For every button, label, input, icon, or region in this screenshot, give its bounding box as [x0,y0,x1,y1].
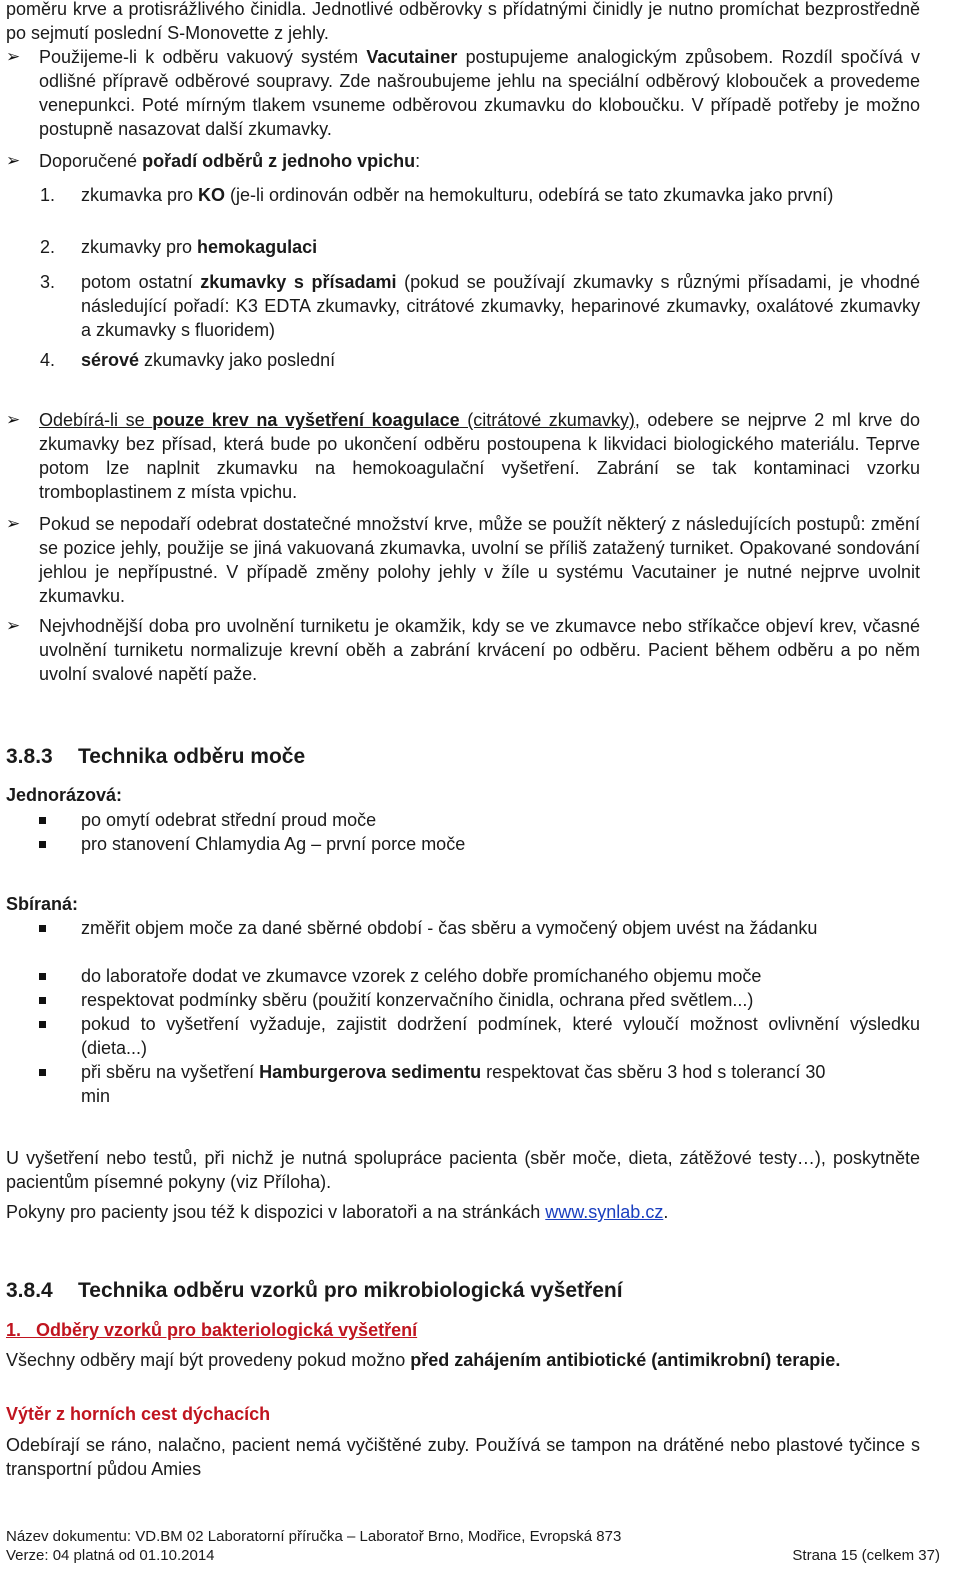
order-item-4: 4. sérové zkumavky jako poslední [40,350,336,370]
bullet-coagulation: ➢ Odebírá-li se pouze krev na vyšetření koagulace (citrátové zkumavky), odebere se nejprve 2 ml krve do zkumavky bez přísad, která bude po ukončení odběru postoupena k likvidaci biologického materiálu. Teprve potom lze naplnit zkumavku na hemokoagulační vyšetření. Zabrání se tak kontaminaci vzorku tromboplastinem z místa vpichu. [6,410,920,502]
square-bullet-icon [39,841,46,848]
order-item-3: 3. potom ostatní zkumavky s přísadami (pokud se používají zkumavky s různými přísadami, je vhodné následující pořadí: K3 EDTA zkumavky, citrátové zkumavky, heparinové zkumavky, oxalátové zkumavky a zkumavky s fluoridem) [40,272,920,340]
order-item-2: 2. zkumavky pro hemokagulaci [40,237,318,257]
order-item-1: 1. zkumavka pro KO (je-li ordinován odběr na hemokulturu, odebírá se tato zkumavka jako první) [40,185,834,205]
label-single: Jednorázová: [6,785,123,805]
paragraph-cooperation: U vyšetření nebo testů, při nichž je nutná spolupráce pacienta (sběr moče, dieta, zátěžové testy…), poskytněte pacientům písemné pokyny (viz Příloha). [6,1148,920,1192]
subheading-bacteriology: 1. Odběry vzorků pro bakteriologická vyšetření [6,1320,418,1340]
collected-item-1: změřit objem moče za dané sběrné období - čas sběru a vymočený objem uvést na žádanku [6,916,920,940]
collected-item-5: při sběru na vyšetření Hamburgerova sedimentu respektovat čas sběru 3 hod s tolerancí 30 min [6,1060,841,1108]
synlab-link[interactable]: www.synlab.cz [545,1202,664,1222]
footer-version-line [6,1546,946,1565]
collected-item-4: pokud to vyšetření vyžaduje, zajistit dodržení podmínek, které vyloučí možnost ovlivnění výsledku (dieta...) [6,1012,920,1060]
footer-page-number: Strana 15 (celkem 37) [792,1547,940,1564]
chevron-icon: ➢ [6,616,21,635]
square-bullet-icon [39,925,46,932]
square-bullet-icon [39,1069,46,1076]
paragraph-respiratory: Odebírají se ráno, nalačno, pacient nemá vyčištěné zuby. Používá se tampon na drátěné nebo plastové tyčince s transportní půdou Amies [6,1435,920,1479]
bullet-vacutainer [6,45,920,141]
paragraph-info: Pokyny pro pacienty jsou též k dispozici v laboratoři a na stránkách www.synlab.cz. [6,1202,669,1222]
square-bullet-icon [39,997,46,1004]
chevron-icon: ➢ [6,514,21,533]
single-item-2: pro stanovení Chlamydia Ag – první porce moče [6,832,920,856]
footer-document-name: Název dokumentu: VD.BM 02 Laboratorní příručka – Laboratoř Brno, Modřice, Evropská 873 [6,1528,622,1545]
paragraph-antibiotic: Všechny odběry mají být provedeny pokud možno před zahájením antibiotické (antimikrobní) terapie. [6,1350,841,1370]
heading-micro: 3.8.4 Technika odběru vzorků pro mikrobiologická vyšetření [6,1279,623,1302]
square-bullet-icon [39,973,46,980]
square-bullet-icon [39,1021,46,1028]
chevron-icon: ➢ [6,151,21,170]
chevron-icon: ➢ [6,410,21,429]
footer-version: Verze: 04 platná od 01.10.2014 [6,1547,215,1564]
heading-urine: 3.8.3 Technika odběru moče [6,745,306,768]
collected-item-2: do laboratoře dodat ve zkumavce vzorek z celého dobře promíchaného objemu moče [6,964,920,988]
bullet-insufficient-blood: ➢ Pokud se nepodaří odebrat dostatečné množství krve, může se použít některý z následujících postupů: změní se pozice jehly, použije se jiná vakuovaná zkumavka, uvolní se příliš zatažený turniket. Opakované sondování jehlou je nepřípustné. V případě změny polohy jehly v žíle u systému Vacutainer je nutné nejprve uvolnit zkumavku. [6,514,920,606]
paragraph-mixing: poměru krve a protisrážlivého činidla. Jednotlivé odběrovky s přídatnými činidly je nutno promíchat bezprostředně po sejmutí poslední S-Monovette z jehly. [6,0,920,43]
single-item-1: po omytí odebrat střední proud moče [6,808,920,832]
subheading-respiratory: Výtěr z horních cest dýchacích [6,1404,271,1424]
order-heading: Doporučené pořadí odběrů z jednoho vpichu: [39,151,421,171]
collected-item-3: respektovat podmínky sběru (použití konzervačního činidla, ochrana před světlem...) [6,988,920,1012]
vacutainer-text: Použijeme-li k odběru vakuový systém Vacutainer postupujeme analogickým způsobem. Rozdíl spočívá v odlišné přípravě odběrové soupravy. Zde našroubujeme jehlu na speciální odběrový klobouček a provedeme venepunkci. Poté mírným tlakem vsuneme odběrovou zkumavku do kloboučku. V případě potřeby je možno postupně nasazovat další zkumavky. [39,47,920,139]
bullet-tourniquet: ➢ Nejvhodnější doba pro uvolnění turniketu je okamžik, kdy se ve zkumavce nebo stříkačce objeví krev, včasné uvolnění turniketu normalizuje krevní oběh a zabrání krvácení po odběru. Pacient během odběru a po něm uvolní svalové napětí paže. [6,616,920,684]
square-bullet-icon [39,817,46,824]
label-collected: Sbíraná: [6,894,79,914]
bullet-order [6,149,920,173]
chevron-icon: ➢ [6,47,21,66]
